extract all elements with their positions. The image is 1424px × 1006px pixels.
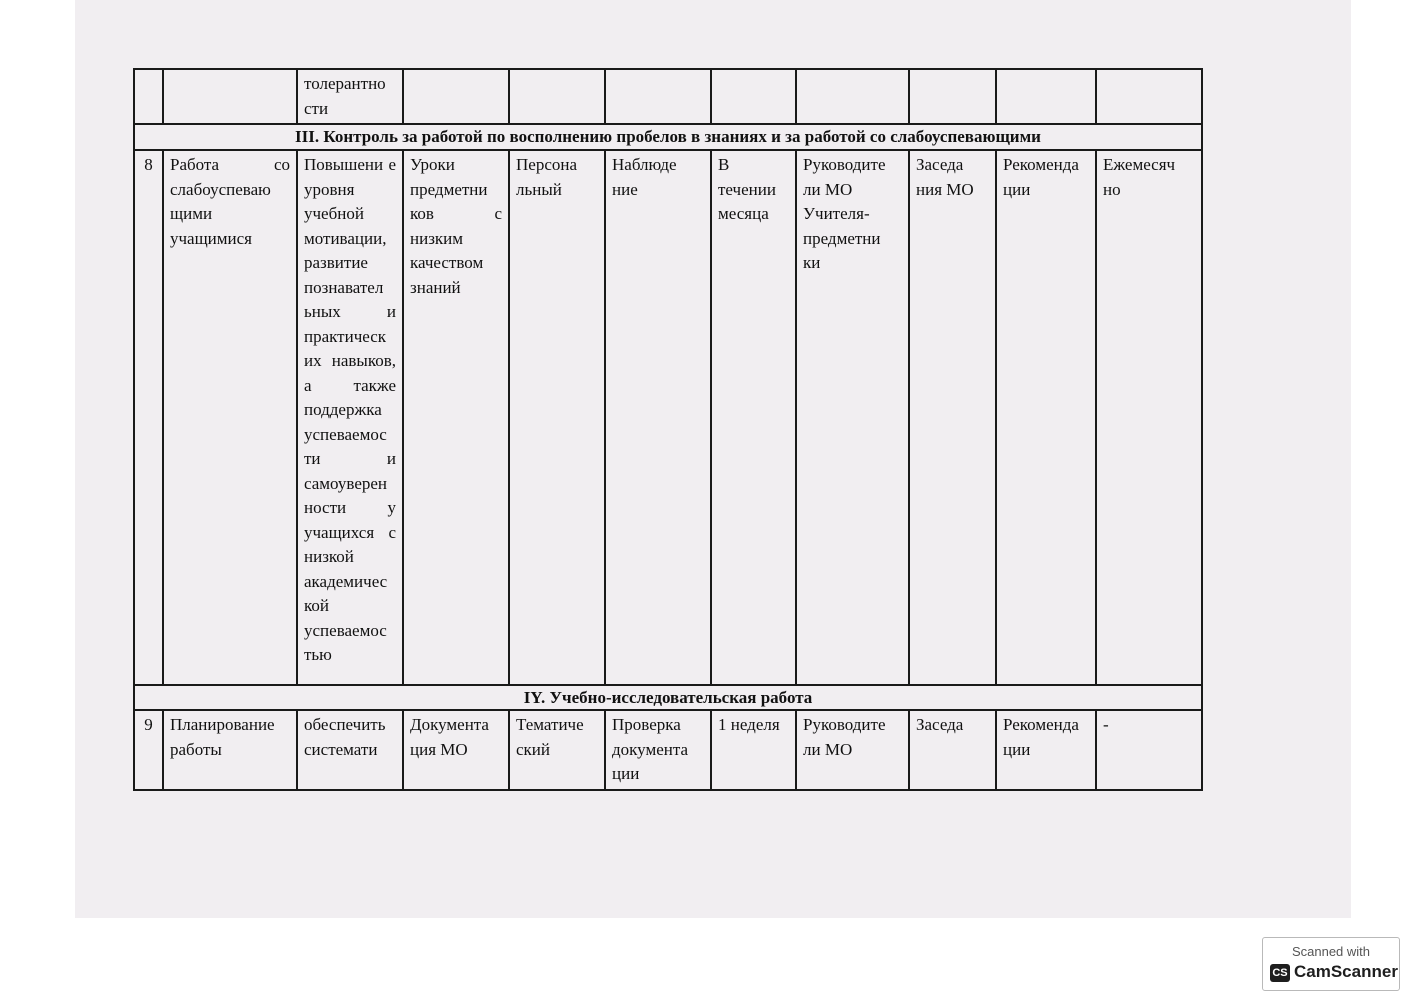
cell-responsible: Руководите ли МО <box>796 710 909 790</box>
cell-venue: Заседа ния МО <box>909 150 996 685</box>
table-row <box>134 150 1202 685</box>
cell <box>605 69 711 124</box>
cell-activity: Планирование работы <box>163 710 297 790</box>
cell <box>796 69 909 124</box>
cell-result: Рекоменда ции <box>996 710 1096 790</box>
plan-table <box>133 68 1203 791</box>
cell-period: В течении месяца <box>711 150 796 685</box>
cell-responsible: Руководите ли МО Учителя-предметни ки <box>796 150 909 685</box>
cell <box>163 69 297 124</box>
table-row-continuation <box>134 69 1202 124</box>
cell-frequency: - <box>1096 710 1202 790</box>
cell-method: Проверка документа ции <box>605 710 711 790</box>
camscanner-watermark <box>1262 937 1400 991</box>
watermark-brand: CamScanner <box>1294 962 1398 981</box>
cell-type: Тематиче ский <box>509 710 605 790</box>
section-heading-row <box>134 685 1202 710</box>
cell: толерантно сти <box>297 69 403 124</box>
table-row <box>134 710 1202 790</box>
cell-venue: Заседа <box>909 710 996 790</box>
cell-object: Документа ция МО <box>403 710 509 790</box>
cell <box>403 69 509 124</box>
row-number: 9 <box>134 710 163 790</box>
watermark-caption: Scanned with <box>1291 944 1371 959</box>
cell-period: 1 неделя <box>711 710 796 790</box>
row-number: 8 <box>134 150 163 685</box>
section-heading-row <box>134 124 1202 150</box>
cell-result: Рекоменда ции <box>996 150 1096 685</box>
camscanner-logo-icon: CS <box>1270 964 1290 982</box>
cell-activity: Работа со слабоуспеваю щими учащимися <box>163 150 297 685</box>
cell-type: Персона льный <box>509 150 605 685</box>
cell <box>509 69 605 124</box>
cell-method: Наблюде ние <box>605 150 711 685</box>
cell-object: Уроки предметни ков с низким качеством знаний <box>403 150 509 685</box>
cell <box>909 69 996 124</box>
cell-frequency: Ежемесяч но <box>1096 150 1202 685</box>
section-heading: IY. Учебно-исследовательская работа <box>134 685 1202 710</box>
section-heading: III. Контроль за работой по восполнению пробелов в знаниях и за работой со слабоуспевающими <box>134 124 1202 150</box>
cell-goal: обеспечить системати <box>297 710 403 790</box>
cell <box>134 69 163 124</box>
cell <box>1096 69 1202 124</box>
cell <box>711 69 796 124</box>
cell <box>996 69 1096 124</box>
cell-goal: Повышени е уровня учебной мотивации, развитие познавател ьных и практическ их навыков, а также поддержка успеваемос ти и самоуверен ности у учащихся с низкой академичес кой успеваемос тью <box>297 150 403 685</box>
